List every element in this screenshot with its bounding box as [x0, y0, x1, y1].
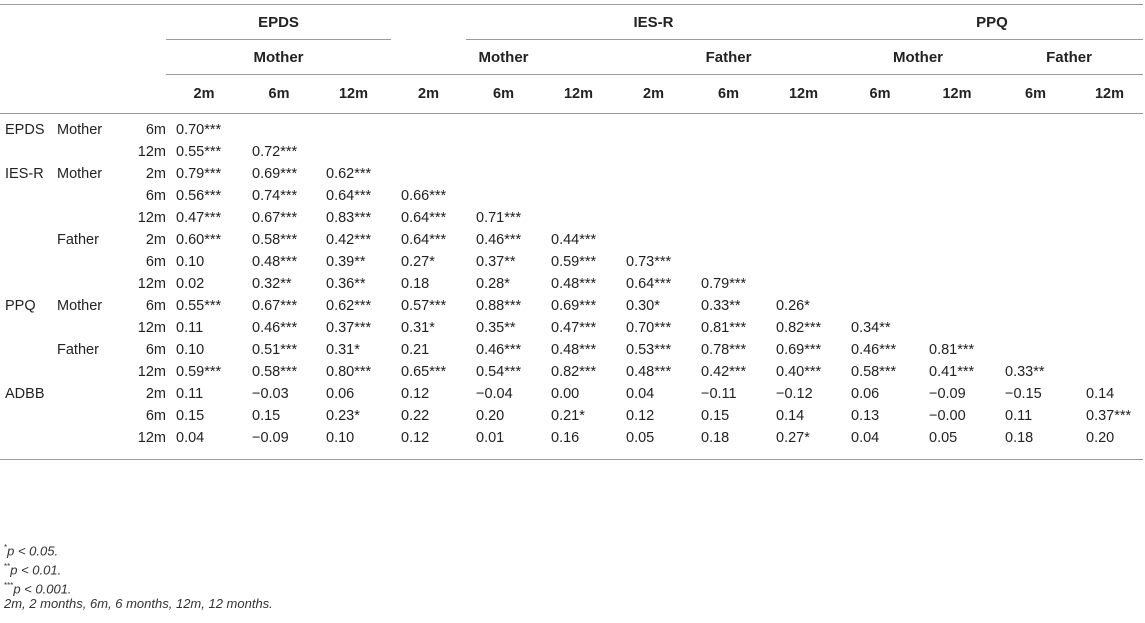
row-time-label: 6m — [145, 408, 166, 424]
correlation-cell: 0.48*** — [626, 364, 672, 380]
correlation-cell: 0.88*** — [476, 298, 522, 314]
correlation-cell: 0.60*** — [176, 232, 222, 248]
correlation-cell: −0.09 — [929, 386, 966, 402]
correlation-cell — [1076, 339, 1143, 361]
correlation-cell: 0.16 — [551, 430, 580, 446]
correlation-cell: 0.28* — [476, 276, 510, 292]
correlation-cell — [541, 163, 616, 185]
correlation-table — [0, 4, 1143, 460]
correlation-cell: 0.66*** — [401, 188, 447, 204]
row-parent-label — [57, 383, 111, 405]
correlation-cell: 0.37** — [476, 254, 516, 270]
row-time-label: 12m — [137, 320, 166, 336]
time-header: 6m — [466, 75, 541, 114]
correlation-cell: 0.64*** — [401, 210, 447, 226]
correlation-cell: 0.55*** — [176, 144, 222, 160]
time-header: 6m — [841, 75, 919, 114]
correlation-cell: 0.48*** — [252, 254, 298, 270]
correlation-cell — [541, 185, 616, 207]
correlation-cell: 0.57*** — [401, 298, 447, 314]
table-row — [0, 207, 1143, 229]
correlation-cell: 0.62*** — [326, 298, 372, 314]
correlation-cell: 0.14 — [1086, 386, 1115, 402]
correlation-cell — [919, 163, 995, 185]
correlation-cell: 0.11 — [1005, 408, 1033, 424]
subgroup-header-ppq-father: Father — [995, 40, 1143, 75]
correlation-cell: 0.34** — [851, 320, 891, 336]
table-row — [0, 383, 1143, 405]
correlation-cell: 0.70*** — [626, 320, 672, 336]
correlation-cell — [691, 114, 766, 142]
table-row — [0, 229, 1143, 251]
correlation-cell: 0.26* — [776, 298, 810, 314]
row-measure-label — [0, 185, 57, 207]
correlation-cell: 0.00 — [551, 386, 580, 402]
correlation-cell — [766, 163, 841, 185]
correlation-cell: 0.82*** — [551, 364, 597, 380]
row-parent-label — [57, 427, 111, 449]
correlation-cell: 0.69*** — [776, 342, 822, 358]
correlation-cell: 0.42*** — [701, 364, 747, 380]
correlation-cell: 0.20 — [1086, 430, 1115, 446]
correlation-cell — [919, 207, 995, 229]
time-header: 12m — [316, 75, 391, 114]
correlation-cell — [919, 273, 995, 295]
correlation-cell — [919, 141, 995, 163]
row-parent-label — [57, 141, 111, 163]
row-parent-label — [57, 273, 111, 295]
row-time-label: 12m — [137, 276, 166, 292]
correlation-cell — [995, 273, 1076, 295]
correlation-cell: 0.69*** — [252, 166, 298, 182]
table-row — [0, 273, 1143, 295]
row-parent-label — [57, 185, 111, 207]
correlation-cell — [841, 273, 919, 295]
bottom-rule-cell — [0, 449, 1143, 460]
correlation-cell — [391, 141, 466, 163]
correlation-cell — [919, 185, 995, 207]
correlation-cell — [1076, 251, 1143, 273]
correlation-cell — [995, 207, 1076, 229]
correlation-cell: 0.14 — [776, 408, 805, 424]
correlation-cell — [919, 229, 995, 251]
correlation-cell: 0.44*** — [551, 232, 597, 248]
correlation-cell — [1076, 141, 1143, 163]
row-parent-label — [57, 251, 111, 273]
row-measure-label — [0, 273, 57, 295]
group-header-epds: EPDS — [166, 5, 391, 40]
footnote: ***p < 0.001. — [4, 580, 72, 596]
subgroup-header-ppq-mother: Mother — [841, 40, 995, 75]
correlation-cell: 0.18 — [701, 430, 730, 446]
correlation-cell — [919, 251, 995, 273]
row-time-label: 12m — [137, 144, 166, 160]
correlation-cell: 0.13 — [851, 408, 880, 424]
time-header: 12m — [1076, 75, 1143, 114]
correlation-cell: 0.46*** — [851, 342, 897, 358]
table-row — [0, 295, 1143, 317]
correlation-cell: 0.83*** — [326, 210, 372, 226]
correlation-cell: 0.10 — [326, 430, 355, 446]
table-bottom-rule — [0, 449, 1143, 460]
correlation-cell — [1076, 207, 1143, 229]
correlation-cell — [919, 317, 995, 339]
correlation-cell: −0.12 — [776, 386, 813, 402]
correlation-cell: 0.56*** — [176, 188, 222, 204]
correlation-cell: 0.51*** — [252, 342, 298, 358]
table-row — [0, 405, 1143, 427]
correlation-cell: 0.05 — [929, 430, 958, 446]
row-measure-label: ADBB — [5, 386, 45, 402]
correlation-cell — [616, 163, 691, 185]
correlation-cell — [766, 273, 841, 295]
correlation-cell: 0.64*** — [326, 188, 372, 204]
correlation-cell: 0.31* — [326, 342, 360, 358]
correlation-cell — [391, 114, 466, 142]
correlation-cell: 0.15 — [176, 408, 205, 424]
correlation-cell — [691, 207, 766, 229]
correlation-cell — [541, 141, 616, 163]
correlation-cell — [391, 163, 466, 185]
correlation-cell: 0.48*** — [551, 276, 597, 292]
correlation-cell — [1076, 361, 1143, 383]
correlation-cell: −0.15 — [1005, 386, 1042, 402]
row-measure-label: PPQ — [5, 298, 36, 314]
correlation-cell: 0.48*** — [551, 342, 597, 358]
correlation-cell: 0.40*** — [776, 364, 822, 380]
correlation-cell — [995, 141, 1076, 163]
correlation-cell — [466, 141, 541, 163]
row-time-label: 12m — [137, 364, 166, 380]
subgroup-header-iesr-mother: Mother — [391, 40, 616, 75]
correlation-cell: 0.70*** — [176, 122, 222, 138]
correlation-cell: 0.11 — [176, 320, 204, 336]
table-row — [0, 141, 1143, 163]
correlation-cell: 0.58*** — [252, 232, 298, 248]
correlation-cell: 0.33** — [1005, 364, 1045, 380]
correlation-cell — [1076, 114, 1143, 142]
row-measure-label — [0, 361, 57, 383]
table-row — [0, 251, 1143, 273]
correlation-cell — [919, 114, 995, 142]
correlation-cell — [616, 114, 691, 142]
correlation-cell: 0.04 — [626, 386, 655, 402]
row-measure-label — [0, 207, 57, 229]
correlation-cell — [242, 114, 316, 142]
correlation-cell — [1076, 273, 1143, 295]
correlation-cell — [616, 229, 691, 251]
subgroup-header-epds-mother: Mother — [166, 40, 391, 75]
correlation-cell: 0.04 — [851, 430, 880, 446]
correlation-cell — [995, 295, 1076, 317]
row-measure-label: EPDS — [5, 122, 45, 138]
correlation-cell: 0.01 — [476, 430, 505, 446]
row-parent-label — [57, 361, 111, 383]
time-header: 12m — [541, 75, 616, 114]
correlation-cell: 0.37*** — [1086, 408, 1132, 424]
correlation-cell — [1076, 295, 1143, 317]
correlation-cell — [766, 251, 841, 273]
correlation-cell — [841, 114, 919, 142]
row-measure-label — [0, 405, 57, 427]
correlation-cell — [841, 251, 919, 273]
correlation-cell — [995, 229, 1076, 251]
table-row — [0, 163, 1143, 185]
correlation-cell: 0.42*** — [326, 232, 372, 248]
correlation-cell: 0.06 — [851, 386, 880, 402]
correlation-cell: 0.30* — [626, 298, 660, 314]
correlation-cell — [616, 185, 691, 207]
correlation-cell: −0.04 — [476, 386, 513, 402]
correlation-cell — [995, 185, 1076, 207]
correlation-cell — [919, 295, 995, 317]
correlation-cell: −0.03 — [252, 386, 289, 402]
correlation-cell: 0.69*** — [551, 298, 597, 314]
correlation-cell — [541, 114, 616, 142]
table-row — [0, 339, 1143, 361]
row-measure-label — [0, 251, 57, 273]
correlation-cell — [766, 229, 841, 251]
correlation-cell: 0.10 — [176, 342, 205, 358]
correlation-cell: 0.12 — [626, 408, 655, 424]
correlation-cell: −0.09 — [252, 430, 289, 446]
correlation-cell: 0.27* — [401, 254, 435, 270]
correlation-cell: 0.55*** — [176, 298, 222, 314]
correlation-cell: 0.53*** — [626, 342, 672, 358]
correlation-cell: 0.33** — [701, 298, 741, 314]
table-footnotes — [4, 540, 273, 612]
correlation-cell — [1076, 317, 1143, 339]
correlation-cell: 0.22 — [401, 408, 430, 424]
correlation-cell — [766, 207, 841, 229]
row-parent-label: Father — [57, 342, 99, 358]
correlation-cell — [691, 229, 766, 251]
correlation-cell: 0.64*** — [626, 276, 672, 292]
correlation-cell: 0.72*** — [252, 144, 298, 160]
correlation-cell: 0.59*** — [551, 254, 597, 270]
table-row — [0, 114, 1143, 142]
correlation-cell: 0.79*** — [701, 276, 747, 292]
correlation-cell: −0.11 — [701, 386, 737, 402]
correlation-cell: 0.05 — [626, 430, 655, 446]
table-body — [0, 114, 1143, 460]
row-time-label: 6m — [145, 122, 166, 138]
correlation-cell: 0.46*** — [476, 232, 522, 248]
correlation-cell: 0.37*** — [326, 320, 372, 336]
correlation-cell: 0.47*** — [176, 210, 222, 226]
correlation-cell: 0.46*** — [252, 320, 298, 336]
row-measure-label — [0, 427, 57, 449]
row-parent-label: Mother — [57, 298, 103, 314]
time-header: 2m — [166, 75, 242, 114]
time-header: 6m — [242, 75, 316, 114]
table-row — [0, 361, 1143, 383]
time-header: 2m — [391, 75, 466, 114]
correlation-cell — [1076, 163, 1143, 185]
correlation-cell: 0.21 — [401, 342, 430, 358]
group-header-iesr: IES-R — [466, 5, 841, 40]
correlation-cell: 0.39** — [326, 254, 366, 270]
correlation-cell — [841, 141, 919, 163]
correlation-cell: 0.31* — [401, 320, 435, 336]
correlation-cell: 0.27* — [776, 430, 810, 446]
correlation-cell — [841, 185, 919, 207]
correlation-cell — [1076, 185, 1143, 207]
time-header: 12m — [766, 75, 841, 114]
table-row — [0, 427, 1143, 449]
correlation-cell: 0.82*** — [776, 320, 822, 336]
subgroup-header-iesr-father: Father — [616, 40, 841, 75]
correlation-cell — [691, 141, 766, 163]
time-header: 2m — [616, 75, 691, 114]
correlation-cell: 0.20 — [476, 408, 505, 424]
row-time-label: 6m — [145, 254, 166, 270]
correlation-cell — [691, 251, 766, 273]
correlation-cell — [466, 114, 541, 142]
footnote: **p < 0.01. — [4, 561, 62, 578]
correlation-cell: 0.35** — [476, 320, 516, 336]
row-time-label: 6m — [145, 298, 166, 314]
correlation-cell: 0.06 — [326, 386, 355, 402]
correlation-cell — [466, 185, 541, 207]
row-measure-label: IES-R — [5, 166, 44, 182]
correlation-cell: 0.23* — [326, 408, 360, 424]
time-header: 6m — [995, 75, 1076, 114]
correlation-cell: 0.74*** — [252, 188, 298, 204]
row-time-label: 2m — [145, 386, 166, 402]
correlation-cell — [616, 207, 691, 229]
correlation-cell — [841, 207, 919, 229]
correlation-cell: 0.15 — [252, 408, 281, 424]
correlation-cell: 0.36** — [326, 276, 366, 292]
correlation-cell: 0.67*** — [252, 298, 298, 314]
row-parent-label — [57, 405, 111, 427]
correlation-cell — [995, 114, 1076, 142]
correlation-cell: 0.18 — [401, 276, 430, 292]
correlation-cell: 0.02 — [176, 276, 205, 292]
correlation-cell — [995, 163, 1076, 185]
correlation-cell: 0.67*** — [252, 210, 298, 226]
correlation-cell: 0.41*** — [929, 364, 975, 380]
row-parent-label — [57, 317, 111, 339]
correlation-cell — [1076, 229, 1143, 251]
correlation-cell — [841, 295, 919, 317]
row-parent-label — [57, 207, 111, 229]
correlation-cell — [316, 114, 391, 142]
correlation-cell — [995, 317, 1076, 339]
row-time-label: 12m — [137, 210, 166, 226]
correlation-cell: 0.21* — [551, 408, 585, 424]
correlation-cell: 0.81*** — [929, 342, 975, 358]
correlation-cell — [541, 207, 616, 229]
correlation-cell: 0.32** — [252, 276, 292, 292]
correlation-cell: 0.04 — [176, 430, 205, 446]
correlation-cell — [766, 185, 841, 207]
row-time-label: 2m — [145, 232, 166, 248]
row-time-label: 12m — [137, 430, 166, 446]
correlation-cell: 0.79*** — [176, 166, 222, 182]
row-measure-label — [0, 317, 57, 339]
correlation-cell — [316, 141, 391, 163]
correlation-cell — [841, 163, 919, 185]
row-measure-label — [0, 141, 57, 163]
row-time-label: 6m — [145, 342, 166, 358]
correlation-cell: 0.64*** — [401, 232, 447, 248]
correlation-cell: 0.15 — [701, 408, 730, 424]
correlation-cell: −0.00 — [929, 408, 966, 424]
correlation-cell — [995, 251, 1076, 273]
correlation-cell: 0.59*** — [176, 364, 222, 380]
time-header: 12m — [919, 75, 995, 114]
footnote: 2m, 2 months, 6m, 6 months, 12m, 12 months. — [4, 596, 273, 612]
time-header: 6m — [691, 75, 766, 114]
group-header-ppq: PPQ — [841, 5, 1143, 40]
correlation-cell — [691, 185, 766, 207]
table-row — [0, 185, 1143, 207]
correlation-cell: 0.81*** — [701, 320, 747, 336]
correlation-cell: 0.47*** — [551, 320, 597, 336]
correlation-cell — [841, 229, 919, 251]
row-parent-label: Mother — [57, 122, 103, 138]
correlation-cell: 0.62*** — [326, 166, 372, 182]
row-measure-label — [0, 339, 57, 361]
correlation-cell — [766, 114, 841, 142]
correlation-cell: 0.73*** — [626, 254, 672, 270]
correlation-cell: 0.65*** — [401, 364, 447, 380]
correlation-cell — [766, 141, 841, 163]
row-measure-label — [0, 229, 57, 251]
correlation-cell: 0.18 — [1005, 430, 1034, 446]
correlation-cell: 0.12 — [401, 430, 430, 446]
row-parent-label: Mother — [57, 166, 103, 182]
correlation-cell — [466, 163, 541, 185]
row-time-label: 2m — [145, 166, 166, 182]
correlation-cell — [691, 163, 766, 185]
footnote: *p < 0.05. — [4, 543, 59, 559]
correlation-cell: 0.71*** — [476, 210, 522, 226]
row-parent-label: Father — [57, 232, 99, 248]
correlation-cell: 0.54*** — [476, 364, 522, 380]
correlation-cell: 0.12 — [401, 386, 430, 402]
row-time-label: 6m — [145, 188, 166, 204]
table-row — [0, 317, 1143, 339]
correlation-cell — [995, 339, 1076, 361]
correlation-cell: 0.58*** — [851, 364, 897, 380]
correlation-cell: 0.80*** — [326, 364, 372, 380]
correlation-cell: 0.10 — [176, 254, 205, 270]
correlation-cell: 0.78*** — [701, 342, 747, 358]
correlation-cell: 0.46*** — [476, 342, 522, 358]
correlation-cell: 0.58*** — [252, 364, 298, 380]
correlation-cell: 0.11 — [176, 386, 204, 402]
correlation-cell — [616, 141, 691, 163]
